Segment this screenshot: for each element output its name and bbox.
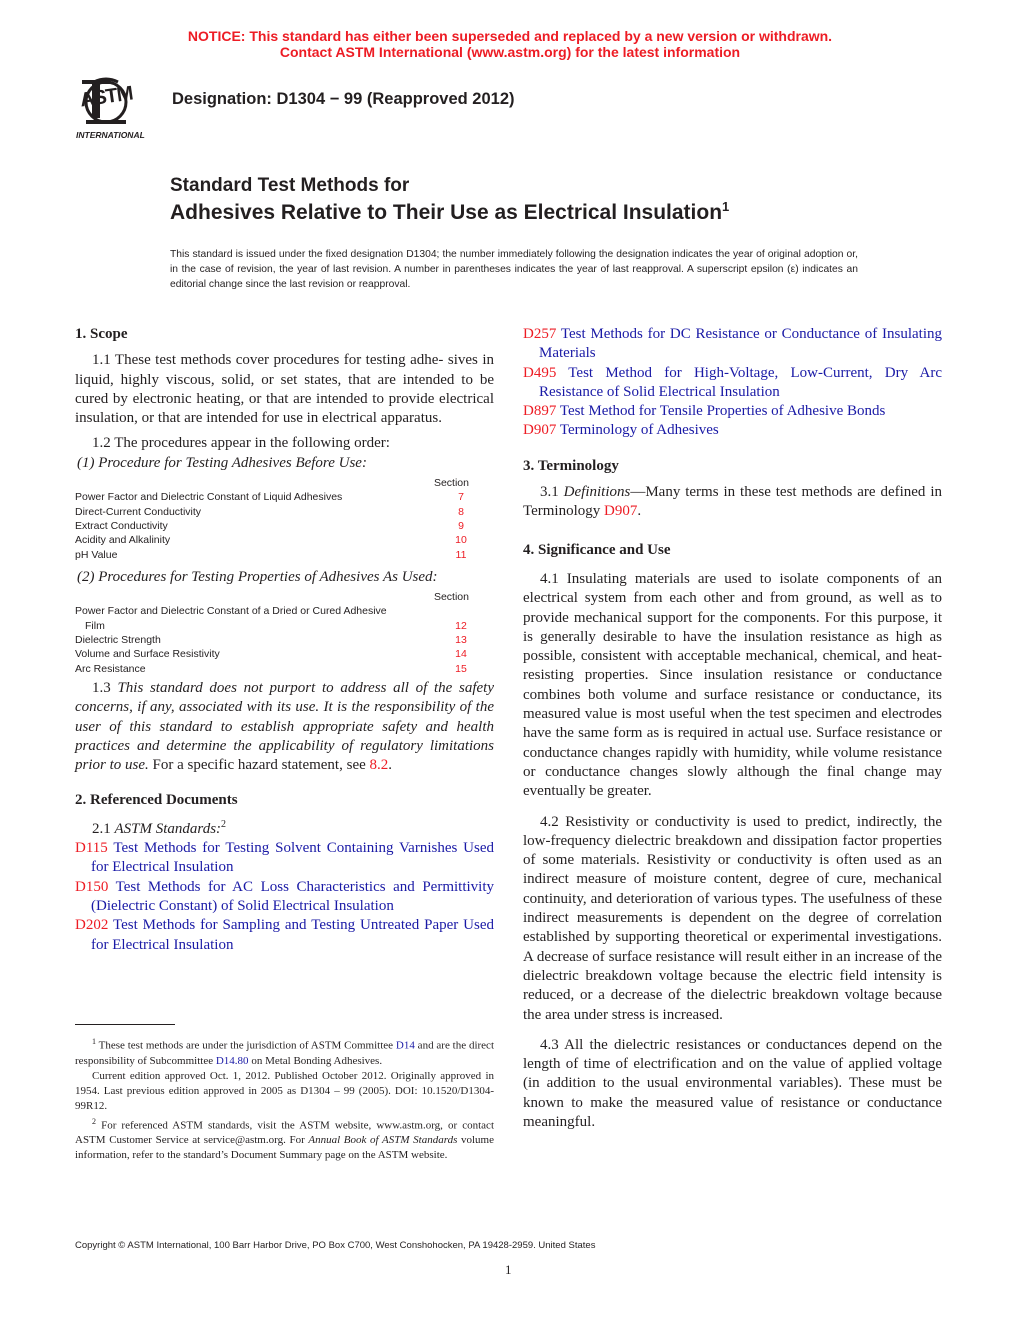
scope-1-1-first: 1.1 These test methods cover procedures for testing adhe- <box>92 352 444 369</box>
section-3-heading: 3. Terminology <box>523 457 619 474</box>
reference-item <box>75 916 494 955</box>
scope-1-3-num: 1.3 <box>92 679 111 696</box>
reference-item <box>75 878 494 917</box>
footnote-divider <box>75 1024 175 1025</box>
table-row-label: Film <box>85 619 105 632</box>
scope-1-3-tail: For a specific hazard statement, see <box>148 757 370 774</box>
scope-1-1-rest: sives in liquid, highly viscous, solid, or set states, that are intended to be cured by electronic heating, or that are intended to provide electrical insulation, or that are intended for use in electrical apparatus. <box>75 352 495 427</box>
footnote-2-sup: 2 <box>92 1116 96 1126</box>
table-row-label: Arc Resistance <box>75 662 146 675</box>
footnote-2 <box>75 1114 494 1164</box>
table-row <box>75 604 494 618</box>
d907-link[interactable]: D907 <box>604 503 638 520</box>
table-row-section-link[interactable]: 9 <box>458 519 464 532</box>
reference-item <box>75 839 494 878</box>
table-row <box>75 533 494 547</box>
footnote-2-a: For referenced ASTM standards, visit the ASTM website, www.astm.org, or contact ASTM Customer Service at service@astm.org. For <box>75 1119 494 1147</box>
reference-item <box>523 421 942 440</box>
reference-title-link[interactable]: Test Methods for Sampling and Testing Untreated Paper Used for Electrical Insulation <box>91 917 494 953</box>
definitions-label: Definitions <box>563 484 631 501</box>
table-row-label: Direct-Current Conductivity <box>75 505 202 518</box>
reference-title-link[interactable]: Terminology of Adhesives <box>556 422 719 439</box>
table-row-label: Extract Conductivity <box>75 519 168 532</box>
right-column <box>523 325 942 1132</box>
table-row <box>75 490 494 504</box>
reference-title-link[interactable]: Test Method for High-Voltage, Low-Current, Dry Arc Resistance of Solid Electrical Insulation <box>539 364 942 400</box>
astm-standards-label: ASTM Standards: <box>114 820 222 837</box>
table-row <box>75 647 494 661</box>
reference-title-link[interactable]: Test Method for Tensile Properties of Adhesive Bonds <box>556 403 886 420</box>
footnote-2-b: volume information, refer to the standard’s Document Summary page on the ASTM website. <box>75 1134 494 1162</box>
section-1-heading: 1. Scope <box>75 326 128 342</box>
table-row-section-link[interactable]: 13 <box>455 634 467 647</box>
safety-statement: This standard does not purport to address all of the safety concerns, if any, associated with its use. It is the responsibility of the user of this standard to establish appropriate safety and health practices and determine the applicability of regulatory limitations prior to use. <box>75 679 495 774</box>
footnote-1-c: on Metal Bonding Adhesives. <box>248 1054 383 1067</box>
significance-4-2: 4.2 Resistivity or conductivity is used to predict, indirectly, the low-frequency dielectric breakdown and dissipation factor properties of some materials. Resistivity or conductivity is often used as an indirect measure of moisture content, degree of cure, mechanical continuity, and deterioration of various types. The usefulness of these indirect measurements is dependent on the degree of correlation established by supporting theoretical or experimental investigations. A decrease of surface resistance will result either in an increase of the dielectric breakdown voltage because the electric field intensity is reduced, or a decrease of the dielectric breakdown voltage because the area under stress is increased. <box>523 813 942 1023</box>
table-row <box>75 505 494 519</box>
refdocs-2-1-num: 2.1 <box>92 820 111 837</box>
reference-item <box>523 402 942 421</box>
table-row <box>75 519 494 533</box>
table-row-section-link[interactable]: 12 <box>455 619 467 632</box>
copyright-footer: Copyright © ASTM International, 100 Barr Harbor Drive, PO Box C700, West Conshohocken, PA 19428-2959. United States <box>75 1240 596 1251</box>
significance-4-1: 4.1 Insulating materials are used to isolate components of an electrical system from each other and from ground, as well as to provide mechanical support for the components. For this purpose, it is generally desirable to have the insulation resistance as high as possible, consistent with acceptable mechanical, chemical, and heat-resisting properties. Since insulation resistance or conductance combines both volume and surface resistance or conductance, its measured value is most useful when the test specimen and electrodes have the same form as is required in actual use. Surface resistance or conductance changes rapidly with humidity, while volume resistance or conductance changes slowly although the final change may eventually be greater. <box>523 570 942 800</box>
astm-logo <box>72 72 162 144</box>
withdrawal-notice-line2: Contact ASTM International (www.astm.org) for the latest information <box>279 44 741 60</box>
designation: Designation: D1304 − 99 (Reapproved 2012) <box>172 90 515 108</box>
reference-code-link[interactable]: D897 <box>523 403 557 420</box>
page-number: 1 <box>505 1262 512 1277</box>
reference-code-link[interactable]: D115 <box>75 840 108 857</box>
section-2-heading: 2. Referenced Documents <box>75 792 238 809</box>
reference-code-link[interactable]: D495 <box>523 364 557 381</box>
table-row-label: Power Factor and Dielectric Constant of Liquid Adhesives <box>75 491 343 504</box>
reference-code-link[interactable]: D257 <box>523 326 557 342</box>
reference-title-link[interactable]: Test Methods for AC Loss Characteristics and Permittivity (Dielectric Constant) of Solid Electrical Insulation <box>91 878 494 914</box>
footnote-1-b: and are the direct responsibility of Subcommittee <box>75 1039 494 1067</box>
table-row-label: Volume and Surface Resistivity <box>75 648 220 661</box>
scope-1-1 <box>75 351 494 428</box>
subcommittee-link[interactable]: D14.80 <box>215 1054 249 1067</box>
footnote-2-mark: 2 <box>221 818 227 830</box>
procedure-table-1 <box>75 476 494 562</box>
footnotes <box>75 1034 494 1163</box>
logo-mark: ASTM <box>78 82 134 112</box>
reference-code-link[interactable]: D907 <box>523 422 557 439</box>
table-row <box>75 548 494 562</box>
table-row <box>75 619 494 633</box>
table-row <box>75 662 494 676</box>
terminology-text: —Many terms in these test methods are defined in Terminology <box>523 484 942 520</box>
section-column-label-2: Section <box>433 591 469 604</box>
table-row-label: Power Factor and Dielectric Constant of a Dried or Cured Adhesive <box>75 605 387 618</box>
withdrawal-notice-line1: NOTICE: This standard has either been superseded and replaced by a new version or withdrawn. <box>187 28 833 44</box>
intro-paragraph: This standard is issued under the fixed designation D1304; the number immediately following the designation indicates the year of original adoption or, in the case of revision, the year of last revision. A number in parentheses indicates the year of last reapproval. A superscript epsilon (ε) indicates an editorial change since the last revision or reapproval. <box>170 249 858 290</box>
table-row-section-link[interactable]: 15 <box>455 662 467 675</box>
table-row-label: Dielectric Strength <box>75 634 161 647</box>
procedure-table-2 <box>75 590 494 676</box>
footnote-1-edition: Current edition approved Oct. 1, 2012. Published October 2012. Originally approved in 1954. Last previous edition approved in 2005 as D1304 – 99 (2005). DOI: 10.1520/D1304-99R12. <box>75 1069 494 1112</box>
terminology-3-1 <box>523 483 942 522</box>
committee-link[interactable]: D14 <box>395 1039 415 1052</box>
terminology-end: . <box>637 503 642 520</box>
section-4-heading: 4. Significance and Use <box>523 541 671 558</box>
title-line2 <box>170 199 729 225</box>
scope-sub2: (2) Procedures for Testing Properties of Adhesives As Used: <box>77 568 438 585</box>
terminology-num: 3.1 <box>540 484 559 501</box>
table-row-section-link[interactable]: 8 <box>458 505 464 518</box>
reference-title-link[interactable]: Test Methods for DC Resistance or Conductance of Insulating Materials <box>539 326 942 362</box>
footnote-1-mark: 1 <box>92 1037 96 1046</box>
reference-code-link[interactable]: D150 <box>75 878 109 895</box>
scope-1-2: 1.2 The procedures appear in the following order: <box>92 435 390 452</box>
table-row-section-link[interactable]: 10 <box>455 534 467 547</box>
table-row-section-link[interactable]: 14 <box>455 648 467 661</box>
reference-item <box>523 364 942 403</box>
scope-1-3-end: . <box>388 757 393 774</box>
scope-sub1: (1) Procedure for Testing Adhesives Before Use: <box>77 454 367 471</box>
reference-item <box>523 325 942 364</box>
footnote-1-a: These test methods are under the jurisdiction of ASTM Committee <box>96 1039 396 1052</box>
table-row <box>75 633 494 647</box>
annual-book-title: Annual Book of ASTM Standards <box>308 1134 458 1147</box>
table-row-label: pH Value <box>75 548 118 561</box>
hazard-link[interactable]: 8.2 <box>369 757 389 774</box>
title-footnote-mark: 1 <box>722 199 730 214</box>
left-column <box>75 325 494 955</box>
reference-title-link[interactable]: Test Methods for Testing Solvent Containing Varnishes Used for Electrical Insulation <box>91 840 494 876</box>
title-line1: Standard Test Methods for <box>170 175 410 196</box>
table-row-section-link[interactable]: 11 <box>455 548 467 561</box>
reference-code-link[interactable]: D202 <box>75 917 109 934</box>
section-column-label: Section <box>433 477 469 490</box>
table-row-section-link[interactable]: 7 <box>458 491 464 504</box>
significance-4-3: 4.3 All the dielectric resistances or conductances depend on the length of time of electrification and on the value of applied voltage (in addition to the usual environmental variables). These must be known to make the measured value of resistance or conductance meaningful. <box>523 1036 942 1130</box>
title-text: Adhesives Relative to Their Use as Electrical Insulation <box>170 201 723 224</box>
table-row-label: Acidity and Alkalinity <box>75 534 171 547</box>
footnote-1 <box>75 1034 494 1069</box>
refdocs-2-1 <box>75 815 494 839</box>
logo-subtitle: INTERNATIONAL <box>76 130 145 140</box>
scope-1-3 <box>75 679 494 775</box>
